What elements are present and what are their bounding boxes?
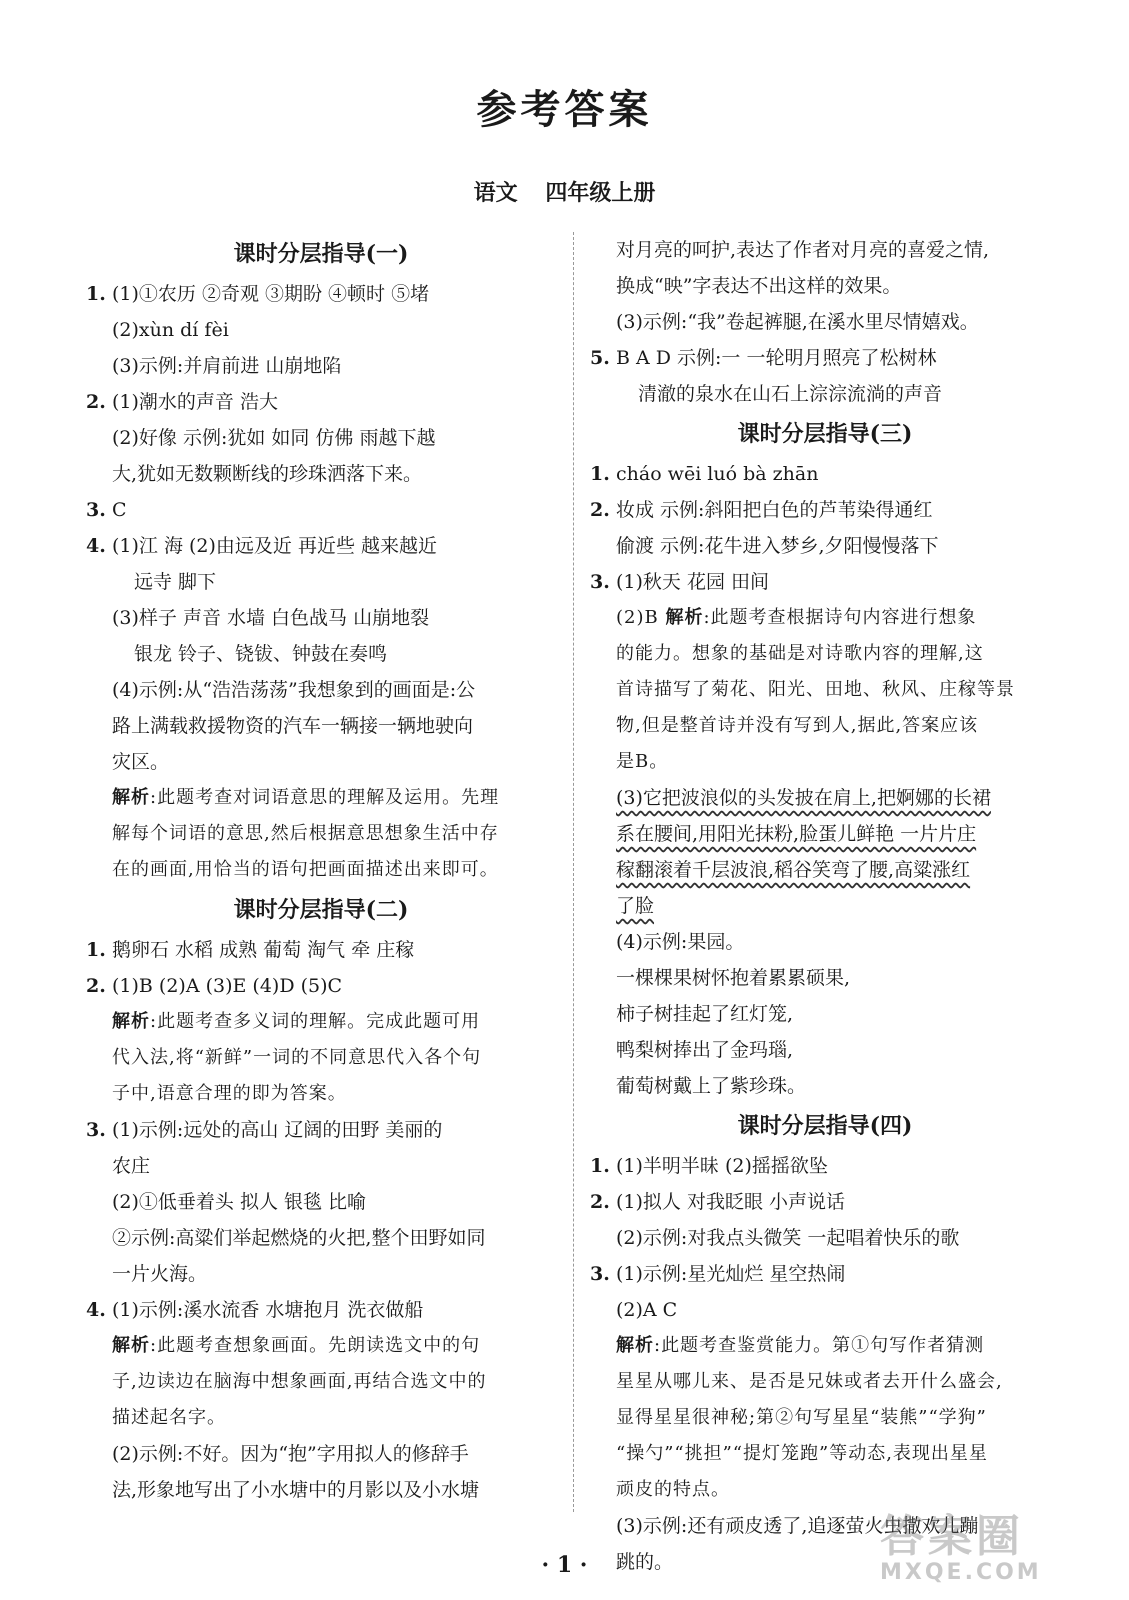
question-number: 1. — [590, 463, 610, 485]
underlined-answer: (3)它把波浪似的头发披在肩上,把婀娜的长裙 — [616, 787, 991, 809]
page-number: · 1 · — [541, 1552, 588, 1578]
explanation-line — [590, 1328, 1060, 1364]
explanation-text: :此题考查多义词的理解。完成此题可用 — [150, 1011, 481, 1032]
section-title: 课时分层指导(一) — [233, 241, 409, 267]
poem-line: 柿子树挂起了红灯笼, — [616, 1003, 794, 1025]
explanation-label: 解析 — [665, 607, 704, 628]
answer-text: (1)江 海 (2)由远及近 再近些 越来越近 — [112, 535, 437, 557]
watermark-logo — [880, 1500, 1110, 1590]
explanation-line: 物,但是整首诗并没有写到人,据此,答案应该 — [616, 715, 979, 736]
explanation-text: :此题考查鉴赏能力。第①句写作者猜测 — [654, 1335, 985, 1356]
section-title: 课时分层指导(二) — [233, 897, 409, 923]
explanation-line: 星星从哪儿来、是否是兄妹或者去开什么盛会, — [616, 1371, 1003, 1392]
section-title: 课时分层指导(三) — [737, 421, 913, 447]
answer-text: (1)示例:远处的高山 辽阔的田野 美丽的 — [112, 1119, 443, 1141]
explanation-text: :此题考查对词语意思的理解及运用。先理 — [150, 787, 500, 808]
page-title: 参考答案 — [476, 86, 653, 133]
answer-line — [86, 528, 556, 564]
poem-line: 鸭梨树捧出了金玛瑙, — [616, 1039, 794, 1061]
answer-text: 妆成 示例:斜阳把白色的芦苇染得通红 — [616, 499, 933, 521]
answer-line — [590, 1148, 1060, 1184]
answer-text: (1)潮水的声音 浩大 — [112, 391, 278, 413]
explanation-line: 描述起名字。 — [112, 1407, 226, 1428]
answer-text: 鹅卵石 水稻 成熟 葡萄 淘气 牵 庄稼 — [112, 939, 415, 961]
answer-line: (2)好像 示例:犹如 如同 仿佛 雨越下越 — [112, 427, 436, 449]
explanation-line: 子中,语意合理的即为答案。 — [112, 1083, 347, 1104]
answer-line: ②示例:高粱们举起燃烧的火把,整个田野如同 — [112, 1227, 486, 1249]
grade-label: 四年级上册 — [545, 180, 656, 206]
answer-line: (4)示例:果园。 — [616, 931, 745, 953]
section-title: 课时分层指导(四) — [737, 1113, 913, 1139]
answer-line: 远寺 脚下 — [134, 571, 217, 593]
page-subtitle — [0, 176, 1129, 207]
answer-line — [86, 932, 556, 968]
answer-text: B A D 示例:一 一轮明月照亮了松树林 — [616, 347, 937, 369]
answer-text: (1)B (2)A (3)E (4)D (5)C — [112, 975, 343, 997]
answer-text: (1)秋天 花园 田间 — [616, 571, 769, 593]
answer-line: 灾区。 — [112, 751, 170, 773]
question-number: 3. — [86, 1119, 106, 1141]
answer-line: (3)示例:还有顽皮透了,追逐萤火虫撒欢儿蹦 — [616, 1515, 979, 1537]
question-number: 4. — [86, 535, 106, 557]
explanation-line: 解每个词语的意思,然后根据意思想象生活中存 — [112, 823, 499, 844]
answer-text: cháo wēi luó bà zhān — [616, 463, 819, 485]
answer-line: 银龙 铃子、铙钹、钟鼓在奏鸣 — [134, 643, 388, 665]
question-number: 3. — [86, 499, 106, 521]
answer-line: 路上满载救援物资的汽车一辆接一辆地驶向 — [112, 715, 474, 737]
answer-line: (2)A C — [616, 1299, 678, 1321]
right-column — [590, 232, 1060, 1580]
question-number: 2. — [590, 1191, 610, 1213]
question-number: 2. — [86, 975, 106, 997]
answer-line: 偷渡 示例:花牛进入梦乡,夕阳慢慢落下 — [616, 535, 939, 557]
answer-line — [590, 564, 1060, 600]
answer-line: (2)xùn dí fèi — [112, 319, 229, 341]
question-number: 4. — [86, 1299, 106, 1321]
answer-line — [86, 384, 556, 420]
column-divider — [573, 232, 574, 1512]
watermark-text: 答案圈 — [880, 1511, 1024, 1562]
answer-line — [590, 780, 1060, 816]
answer-text: (2)B — [616, 607, 666, 628]
explanation-text: :此题考查根据诗句内容进行想象 — [703, 607, 977, 628]
answer-line — [590, 492, 1060, 528]
answer-line: (4)示例:从“浩浩荡荡”我想象到的画面是:公 — [112, 679, 476, 701]
explanation-line — [86, 780, 556, 816]
answer-line — [590, 1184, 1060, 1220]
question-number: 2. — [590, 499, 610, 521]
explanation-line: 子,边读边在脑海中想象画面,再结合选文中的 — [112, 1371, 487, 1392]
question-number: 3. — [590, 571, 610, 593]
explanation-line: 的能力。想象的基础是对诗歌内容的理解,这 — [616, 643, 984, 664]
explanation-line: 显得星星很神秘;第②句写星星“装熊”“学狗” — [616, 1407, 987, 1428]
explanation-line: 代入法,将“新鲜”一词的不同意思代入各个句 — [112, 1047, 482, 1068]
explanation-text: :此题考查想象画面。先朗读选文中的句 — [150, 1335, 481, 1356]
question-number: 2. — [86, 391, 106, 413]
explanation-line: “操勺”“挑担”“提灯笼跑”等动态,表现出星星 — [616, 1443, 988, 1464]
underlined-answer: 系在腰间,用阳光抹粉,脸蛋儿鲜艳 一片片庄 — [616, 823, 977, 845]
answer-line: 大,犹如无数颗断线的珍珠洒落下来。 — [112, 463, 423, 485]
answer-line — [86, 1112, 556, 1148]
answer-line: (2)示例:对我点头微笑 一起唱着快乐的歌 — [616, 1227, 960, 1249]
answer-line: (3)示例:并肩前进 山崩地陷 — [112, 355, 342, 377]
explanation-line: 是B。 — [616, 751, 669, 772]
answer-text: (1)半明半昧 (2)摇摇欲坠 — [616, 1155, 828, 1177]
explanation-label: 解析 — [112, 787, 150, 808]
answer-line — [590, 888, 1060, 924]
question-number: 1. — [86, 939, 106, 961]
answer-line — [590, 456, 1060, 492]
explanation-line — [86, 1004, 556, 1040]
answer-line — [86, 276, 556, 312]
answer-text: (1)拟人 对我眨眼 小声说话 — [616, 1191, 845, 1213]
answer-line: (2)示例:不好。因为“抱”字用拟人的修辞手 — [112, 1443, 469, 1465]
answer-line: 一片火海。 — [112, 1263, 208, 1285]
explanation-line: 在的画面,用恰当的语句把画面描述出来即可。 — [112, 859, 499, 880]
answer-line — [86, 1292, 556, 1328]
question-number: 1. — [590, 1155, 610, 1177]
answer-text: (1)示例:星光灿烂 星空热闹 — [616, 1263, 846, 1285]
question-number: 5. — [590, 347, 610, 369]
explanation-label: 解析 — [616, 1335, 654, 1356]
answer-line: (3)样子 声音 水墙 白色战马 山崩地裂 — [112, 607, 430, 629]
answer-line: 法,形象地写出了小水塘中的月影以及小水塘 — [112, 1479, 480, 1501]
explanation-line: 首诗描写了菊花、阳光、田地、秋风、庄稼等景 — [616, 679, 1015, 700]
answer-line: (3)示例:“我”卷起裤腿,在溪水里尽情嬉戏。 — [616, 311, 979, 333]
watermark-url: MXQE.COM — [880, 1560, 1042, 1585]
answer-line: 跳的。 — [616, 1551, 674, 1573]
explanation-line — [86, 1328, 556, 1364]
answer-line — [590, 816, 1060, 852]
question-number: 3. — [590, 1263, 610, 1285]
underlined-answer: 了脸 — [616, 895, 655, 917]
left-column — [86, 232, 556, 1508]
answer-text: (1)①农历 ②奇观 ③期盼 ④顿时 ⑤堵 — [112, 283, 430, 305]
answer-line: 清澈的泉水在山石上淙淙流淌的声音 — [638, 383, 943, 405]
answer-line: 换成“映”字表达不出这样的效果。 — [616, 275, 902, 297]
explanation-line — [590, 600, 1060, 636]
answer-line — [590, 340, 1060, 376]
explanation-label: 解析 — [112, 1011, 150, 1032]
subject-label: 语文 — [473, 180, 518, 206]
answer-text: C — [112, 499, 127, 521]
answer-line — [590, 1256, 1060, 1292]
answer-line: 对月亮的呵护,表达了作者对月亮的喜爱之情, — [616, 239, 990, 261]
poem-line: 葡萄树戴上了紫珍珠。 — [616, 1075, 807, 1097]
answer-line — [590, 852, 1060, 888]
question-number: 1. — [86, 283, 106, 305]
poem-line: 一棵棵果树怀抱着累累硕果, — [616, 967, 851, 989]
answer-line — [86, 492, 556, 528]
explanation-line: 顽皮的特点。 — [616, 1479, 730, 1500]
underlined-answer: 稼翻滚着千层波浪,稻谷笑弯了腰,高粱涨红 — [616, 859, 971, 881]
answer-line: (2)①低垂着头 拟人 银毯 比喻 — [112, 1191, 367, 1213]
answer-line: 农庄 — [112, 1155, 151, 1177]
answer-text: (1)示例:溪水流香 水塘抱月 洗衣做船 — [112, 1299, 424, 1321]
explanation-label: 解析 — [112, 1335, 150, 1356]
answer-line — [86, 968, 556, 1004]
